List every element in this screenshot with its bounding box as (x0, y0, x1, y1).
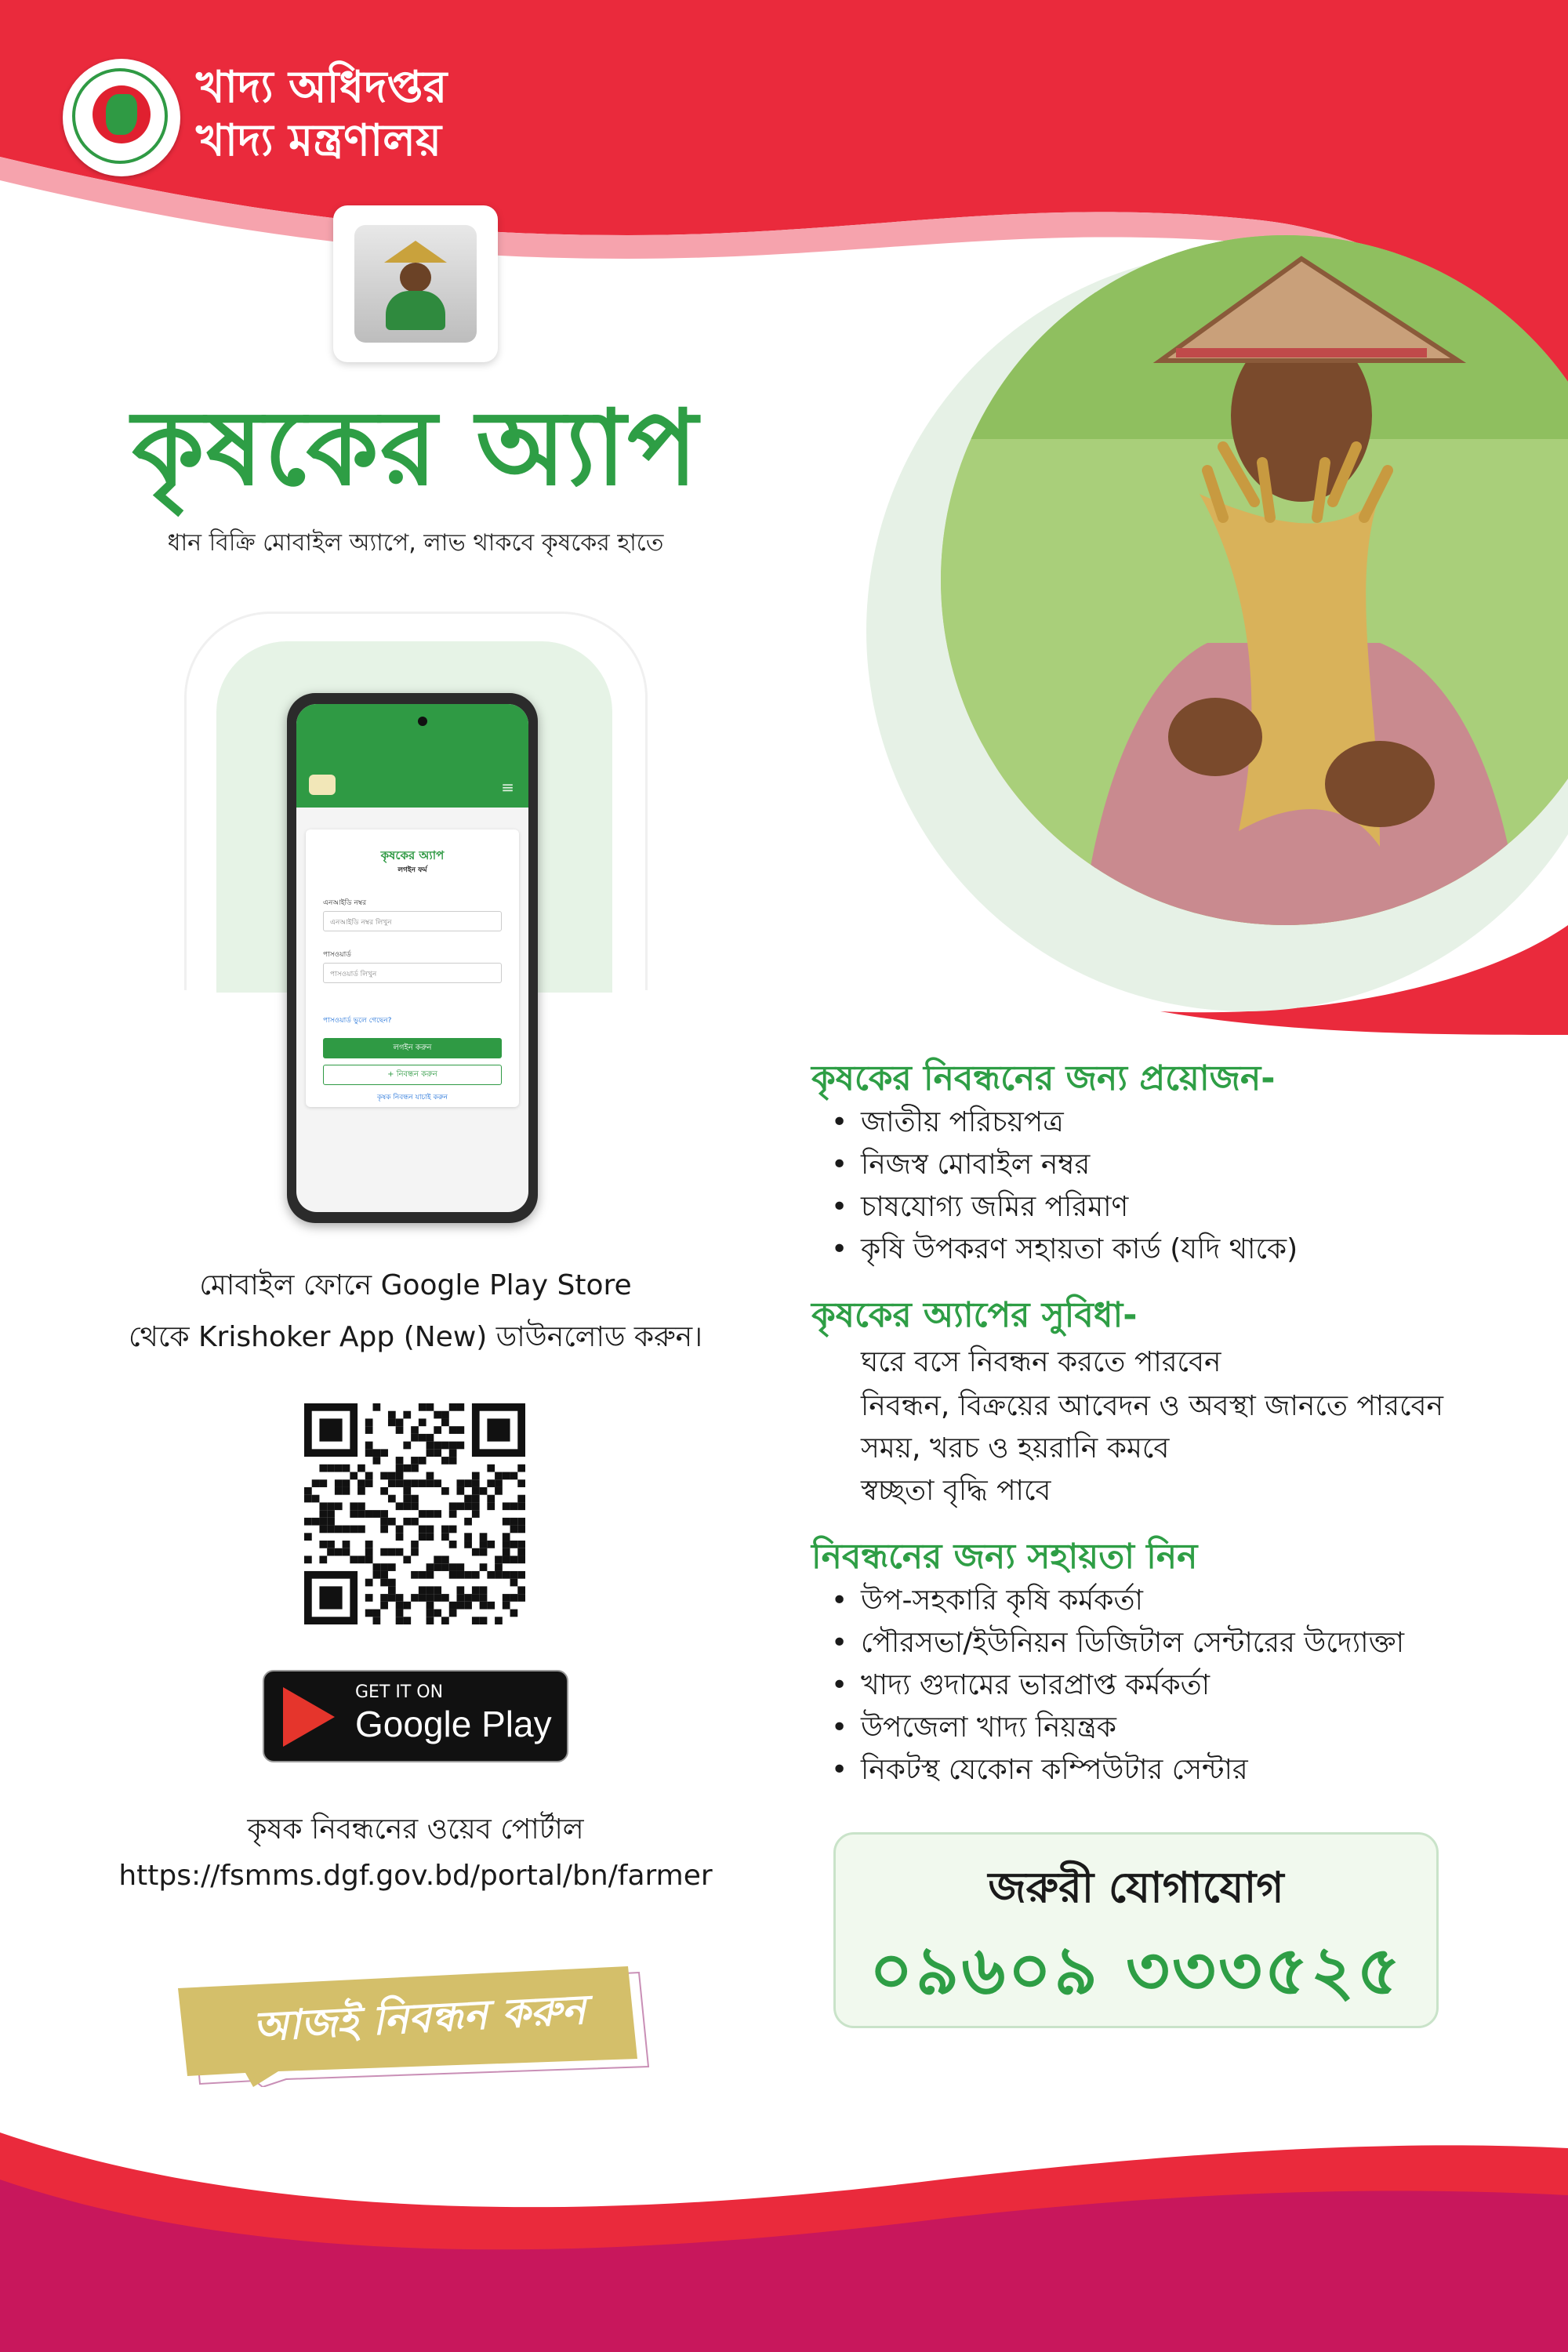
portal-url[interactable]: https://fsmms.dgf.gov.bd/portal/bn/farmer (118, 1860, 713, 1892)
app-logo-icon (309, 775, 336, 795)
portal-label: কৃষক নিবন্ধনের ওয়েব পোর্টাল (247, 1813, 584, 1846)
phone-screen (296, 704, 528, 1212)
login-card-title: কৃষকের অ্যাপ (380, 848, 445, 862)
requirements-heading: কৃষকের নিবন্ধনের জন্য প্রয়োজন- (811, 1058, 1276, 1098)
register-today-text: আজই নিবন্ধন করুন (252, 1986, 587, 2052)
app-icon (333, 205, 498, 362)
org-name-line1: খাদ্য অধিদপ্তর (196, 62, 448, 113)
login-card-subtitle: লগইন ফর্ম (397, 866, 427, 874)
requirement-item: • চাষযোগ্য জমির পরিমাণ (831, 1191, 1129, 1223)
support-heading: নিবন্ধনের জন্য সহায়তা নিন (811, 1537, 1198, 1577)
phone-mockup (287, 693, 538, 1223)
forgot-password-link[interactable]: পাসওয়ার্ড ভুলে গেছেন? (323, 1017, 392, 1025)
contact-number[interactable]: ০৯৬০৯ ৩৩৩৫২৫ (869, 1932, 1403, 2010)
app-tagline: ধান বিক্রি মোবাইল অ্যাপে, লাভ থাকবে কৃষকের হাতে (167, 529, 664, 557)
support-item: • নিকটস্থ যেকোন কম্পিউটার সেন্টার (831, 1754, 1248, 1786)
register-button[interactable]: + নিবন্ধন করুন (323, 1065, 502, 1085)
get-it-on-text: GET IT ON (355, 1682, 444, 1702)
camera-dot (418, 717, 427, 726)
support-item: • উপজেলা খাদ্য নিয়ন্ত্রক (831, 1711, 1116, 1744)
register-today-banner[interactable] (169, 1949, 662, 2087)
requirement-item: • জাতীয় পরিচয়পত্র (831, 1106, 1064, 1138)
benefit-item: নিবন্ধন, বিক্রয়ের আবেদন ও অবস্থা জানতে পারবেন (861, 1390, 1443, 1422)
benefit-item: স্বচ্ছতা বৃদ্ধি পাবে (861, 1475, 1051, 1507)
hamburger-menu-icon[interactable]: ≡ (501, 778, 514, 797)
contact-title: জরুরী যোগাযোগ (988, 1863, 1284, 1912)
nid-label: এনআইডি নম্বর (323, 899, 367, 907)
download-line1: মোবাইল ফোনে Google Play Store (199, 1269, 632, 1301)
nid-input[interactable]: এনআইডি নম্বর লিখুন (323, 911, 502, 931)
government-emblem (63, 59, 180, 176)
qr-code-image (304, 1403, 525, 1624)
requirement-item: • নিজস্ব মোবাইল নম্বর (831, 1149, 1091, 1181)
emergency-contact-box (833, 1832, 1439, 2028)
login-card (306, 829, 519, 1107)
app-title: কৃষকের অ্যাপ (132, 388, 699, 509)
requirement-item: • কৃষি উপকরণ সহায়তা কার্ড (যদি থাকে) (831, 1233, 1298, 1265)
benefit-item: ঘরে বসে নিবন্ধন করতে পারবেন (861, 1346, 1221, 1378)
download-line2: থেকে Krishoker App (New) ডাউনলোড করুন। (128, 1321, 703, 1353)
support-item: • পৌরসভা/ইউনিয়ন ডিজিটাল সেন্টারের উদ্যোক্তা (831, 1627, 1405, 1659)
benefits-heading: কৃষকের অ্যাপের সুবিধা- (811, 1295, 1138, 1335)
google-play-text: Google Play (355, 1704, 552, 1744)
org-name-line2: খাদ্য মন্ত্রণালয় (196, 115, 441, 166)
google-play-badge[interactable] (263, 1670, 568, 1762)
password-input[interactable]: পাসওয়ার্ড লিখুন (323, 963, 502, 983)
verify-registration-link[interactable]: কৃষক নিবন্ধন যাচাই করুন (376, 1094, 448, 1102)
support-item: • খাদ্য গুদামের ভারপ্রাপ্ত কর্মকর্তা (831, 1669, 1210, 1701)
qr-code[interactable] (304, 1403, 525, 1624)
support-item: • উপ-সহকারি কৃষি কর্মকর্তা (831, 1584, 1143, 1617)
play-store-icon (283, 1687, 335, 1747)
login-button[interactable]: লগইন করুন (323, 1038, 502, 1058)
benefit-item: সময়, খরচ ও হয়রানি কমবে (861, 1432, 1170, 1465)
password-label: পাসওয়ার্ড (323, 951, 351, 959)
